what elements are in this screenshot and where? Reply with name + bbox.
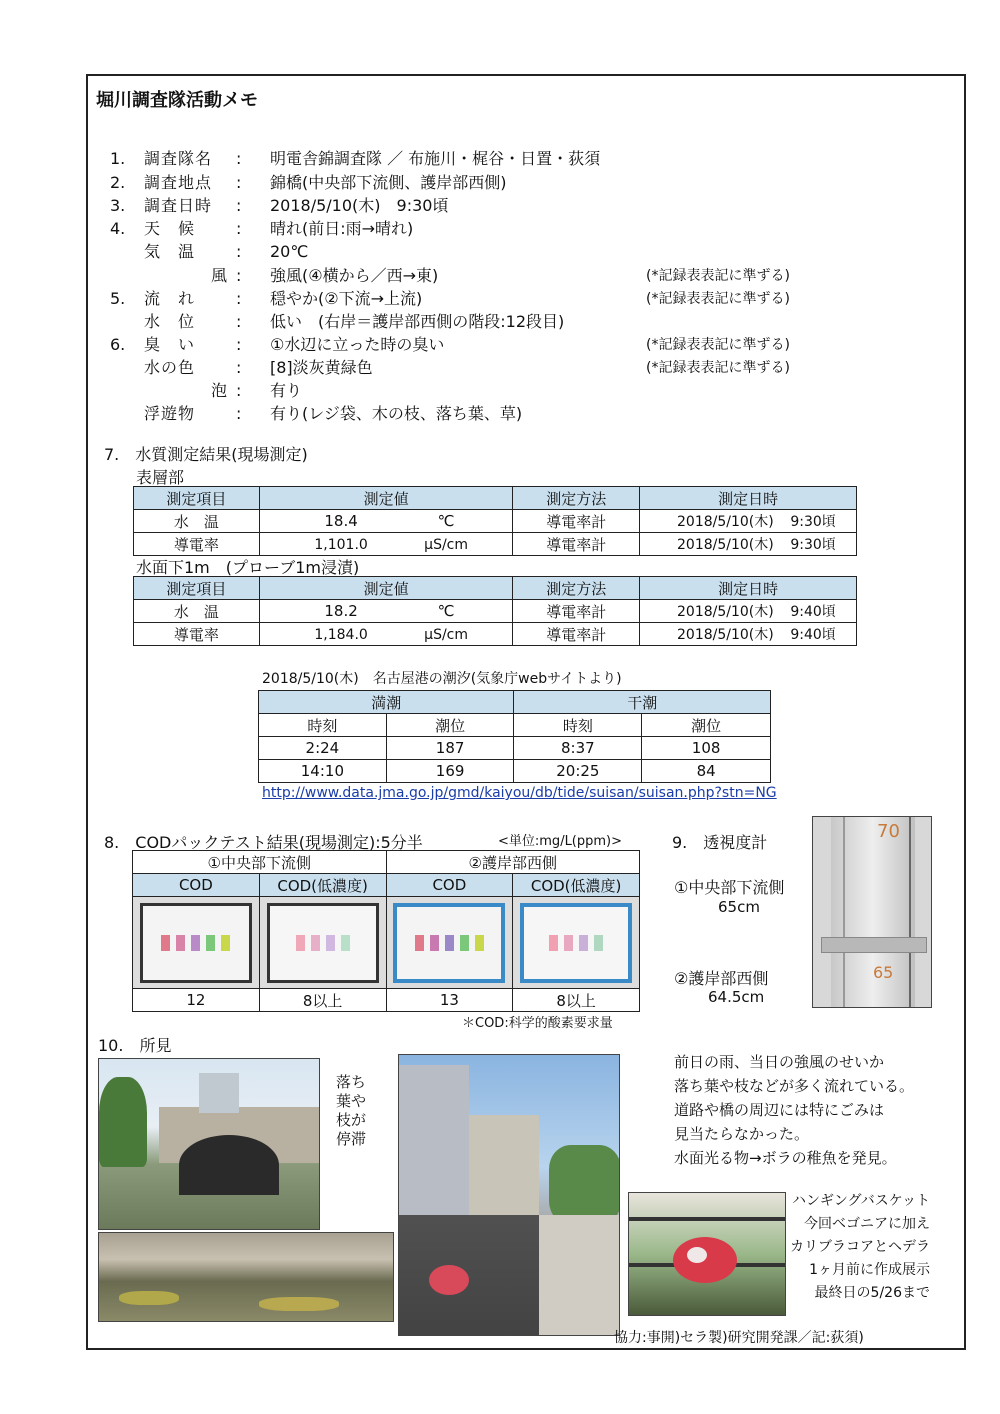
info-row (110, 263, 438, 286)
findings-heading: 10. 所見 (98, 1036, 172, 1055)
row-item: 導電率 (134, 623, 260, 646)
credit-line: 協力:事開)セラ製)研究開発課／記:荻須) (614, 1330, 864, 1346)
row-date: 2018/5/10(木) 9:30頃 (640, 533, 857, 556)
transparency-heading: 9. 透視度計 (672, 833, 768, 852)
info-row (110, 355, 373, 378)
info-row (110, 239, 308, 262)
info-note: (*記録表表記に準ずる) (646, 337, 790, 353)
surface-table (133, 486, 857, 556)
info-value: 有り(レジ袋、木の枝、落ち葉、草) (270, 404, 523, 423)
tide-cell: 108 (642, 737, 771, 760)
info-note: (*記録表表記に準ずる) (646, 268, 790, 284)
table-row (134, 533, 857, 556)
cod-photo-1 (133, 897, 260, 989)
info-label: 風 (210, 266, 228, 285)
hanging-basket-text (790, 1190, 930, 1305)
info-colon: : (236, 335, 242, 354)
tide-col-level: 潮位 (642, 714, 771, 737)
info-label: 調査地点 (144, 173, 213, 192)
cod-group-2: ②護岸部西側 (386, 851, 640, 874)
info-colon: : (236, 289, 242, 308)
row-value: 18.4 ℃ (259, 510, 513, 533)
tide-col-level: 潮位 (386, 714, 514, 737)
row-method: 導電率計 (513, 510, 640, 533)
info-num: 3. (110, 196, 126, 215)
info-num: 4. (110, 219, 126, 238)
row-value: 18.2 ℃ (259, 600, 513, 623)
info-colon: : (236, 173, 242, 192)
info-value: 晴れ(前日:雨→晴れ) (270, 219, 414, 238)
table-row (259, 760, 771, 783)
info-value: 有り (270, 381, 303, 400)
cod-col: COD(低濃度) (259, 874, 386, 897)
info-row (110, 286, 422, 309)
info-row (110, 378, 302, 401)
transparency-p2-value: 64.5cm (708, 988, 765, 1006)
info-colon: : (236, 381, 242, 400)
row-item: 導電率 (134, 533, 260, 556)
tide-cell: 14:10 (259, 760, 387, 783)
findings-line: 水面光る物→ボラの稚魚を発見。 (674, 1149, 897, 1167)
hanging-line: カリブラコアとヘデラ (790, 1239, 930, 1255)
meter-scale-top: 70 (877, 821, 900, 842)
hanging-line: 1ヶ月前に作成展示 (809, 1262, 930, 1278)
hanging-basket-photo (628, 1192, 786, 1316)
transparency-p1-value: 65cm (718, 898, 760, 916)
surface-label: 表層部 (136, 468, 185, 487)
cod-value: 13 (386, 989, 513, 1012)
info-label: 気 温 (144, 242, 196, 261)
cod-col: COD (386, 874, 513, 897)
info-label: 浮遊物 (144, 404, 196, 423)
table-row (134, 600, 857, 623)
header-method: 測定方法 (513, 577, 640, 600)
row-date: 2018/5/10(木) 9:30頃 (640, 510, 857, 533)
header-item: 測定項目 (134, 487, 260, 510)
info-value: [8]淡灰黄緑色 (270, 358, 373, 377)
transparency-p2-label: ②護岸部西側 (674, 969, 769, 988)
header-value: 測定値 (259, 487, 513, 510)
tide-cell: 187 (386, 737, 514, 760)
row-method: 導電率計 (513, 600, 640, 623)
table-row (134, 510, 857, 533)
info-value: 20℃ (270, 242, 309, 261)
meter-scale-mid: 65 (873, 963, 894, 982)
row-value: 1,101.0 μS/cm (259, 533, 513, 556)
tide-cell: 84 (642, 760, 771, 783)
info-value: 2018/5/10(木) 9:30頃 (270, 196, 449, 215)
table-row (134, 623, 857, 646)
deep-label: 水面下1m (プローブ1m浸漬) (136, 558, 360, 577)
river-surface-photo (98, 1232, 394, 1322)
info-value: 錦橋(中央部下流側、護岸部西側) (270, 173, 507, 192)
row-item: 水 温 (134, 510, 260, 533)
water-quality-heading: 7. 水質測定結果(現場測定) (104, 445, 308, 464)
hanging-line: 最終日の5/26まで (814, 1285, 930, 1301)
info-row (110, 332, 444, 355)
findings-text (674, 1050, 914, 1170)
hanging-line: 今回ベゴニアに加え (804, 1216, 930, 1232)
info-value: 穏やか(②下流→上流) (270, 289, 423, 308)
tide-table (258, 690, 771, 783)
transparency-meter-photo (812, 816, 932, 1008)
riverside-walk-photo (398, 1054, 620, 1336)
findings-line: 道路や橋の周辺には特にごみは (674, 1101, 885, 1119)
info-row (110, 401, 522, 424)
deep-table (133, 576, 857, 646)
info-value: 明電舎錦調査隊 ／ 布施川・梶谷・日置・荻須 (270, 149, 601, 168)
header-method: 測定方法 (513, 487, 640, 510)
info-label: 泡 (210, 381, 228, 400)
header-date: 測定日時 (640, 487, 857, 510)
transparency-p1-label: ①中央部下流側 (674, 878, 785, 897)
cod-col: COD(低濃度) (513, 874, 640, 897)
tide-low-header: 干潮 (514, 691, 771, 714)
tide-high-header: 満潮 (259, 691, 514, 714)
info-row (110, 146, 600, 169)
cod-footnote: ＊COD:科学的酸素要求量 (462, 1016, 613, 1031)
row-date: 2018/5/10(木) 9:40頃 (640, 623, 857, 646)
row-item: 水 温 (134, 600, 260, 623)
cod-group-1: ①中央部下流側 (133, 851, 387, 874)
info-num: 5. (110, 289, 126, 308)
page-title: 堀川調査隊活動メモ (96, 90, 258, 111)
table-row (259, 737, 771, 760)
info-note: (*記録表表記に準ずる) (646, 291, 790, 307)
cod-photo-3 (386, 897, 513, 989)
info-row (110, 216, 413, 239)
info-colon: : (236, 404, 242, 423)
info-colon: : (236, 242, 242, 261)
cod-value: 8以上 (259, 989, 386, 1012)
info-num: 1. (110, 149, 126, 168)
info-colon: : (236, 196, 242, 215)
cod-table (132, 850, 640, 1012)
tide-cell: 8:37 (514, 737, 642, 760)
info-value: 強風(④横から／西→東) (270, 266, 439, 285)
tide-cell: 2:24 (259, 737, 387, 760)
cod-col: COD (133, 874, 260, 897)
findings-line: 前日の雨、当日の強風のせいか (674, 1053, 885, 1071)
tide-cell: 169 (386, 760, 514, 783)
hanging-line: ハンギングバスケット (791, 1193, 930, 1209)
row-method: 導電率計 (513, 623, 640, 646)
bridge-photo (98, 1058, 320, 1230)
info-num: 6. (110, 335, 126, 354)
row-value: 1,184.0 μS/cm (259, 623, 513, 646)
info-colon: : (236, 312, 242, 331)
tide-caption: 2018/5/10(木) 名古屋港の潮汐(気象庁webサイトより) (262, 671, 622, 687)
header-item: 測定項目 (134, 577, 260, 600)
info-value: 低い (右岸＝護岸部西側の階段:12段目) (270, 312, 565, 331)
findings-line: 落ち葉や枝などが多く流れている。 (674, 1077, 915, 1095)
cod-photo-4 (513, 897, 640, 989)
info-note: (*記録表表記に準ずる) (646, 360, 790, 376)
stagnation-note: 落ち葉や枝が停滞 (336, 1073, 367, 1148)
info-label: 臭 い (144, 335, 196, 354)
info-num: 2. (110, 173, 126, 192)
info-colon: : (236, 219, 242, 238)
cod-unit: <単位:mg/L(ppm)> (498, 834, 623, 849)
info-label: 流 れ (144, 289, 196, 308)
tide-col-time: 時刻 (259, 714, 387, 737)
tide-cell: 20:25 (514, 760, 642, 783)
info-label: 天 候 (144, 219, 196, 238)
info-colon: : (236, 149, 242, 168)
info-row (110, 309, 564, 332)
info-label: 水 位 (144, 312, 196, 331)
info-colon: : (236, 358, 242, 377)
tide-col-time: 時刻 (514, 714, 642, 737)
info-label: 調査隊名 (144, 149, 213, 168)
row-date: 2018/5/10(木) 9:40頃 (640, 600, 857, 623)
info-label: 調査日時 (144, 196, 213, 215)
info-row (110, 193, 448, 216)
info-label: 水の色 (144, 358, 196, 377)
cod-heading: 8. CODパックテスト結果(現場測定):5分半 (104, 833, 423, 852)
info-colon: : (236, 266, 242, 285)
cod-value: 12 (133, 989, 260, 1012)
info-row (110, 170, 507, 193)
tide-source-link[interactable]: http://www.data.jma.go.jp/gmd/kaiyou/db/tide/suisan/suisan.php?stn=NG (262, 785, 777, 801)
cod-photo-2 (259, 897, 386, 989)
header-date: 測定日時 (640, 577, 857, 600)
row-method: 導電率計 (513, 533, 640, 556)
cod-value: 8以上 (513, 989, 640, 1012)
info-value: ①水辺に立った時の臭い (270, 335, 445, 354)
findings-line: 見当たらなかった。 (674, 1125, 810, 1143)
header-value: 測定値 (259, 577, 513, 600)
